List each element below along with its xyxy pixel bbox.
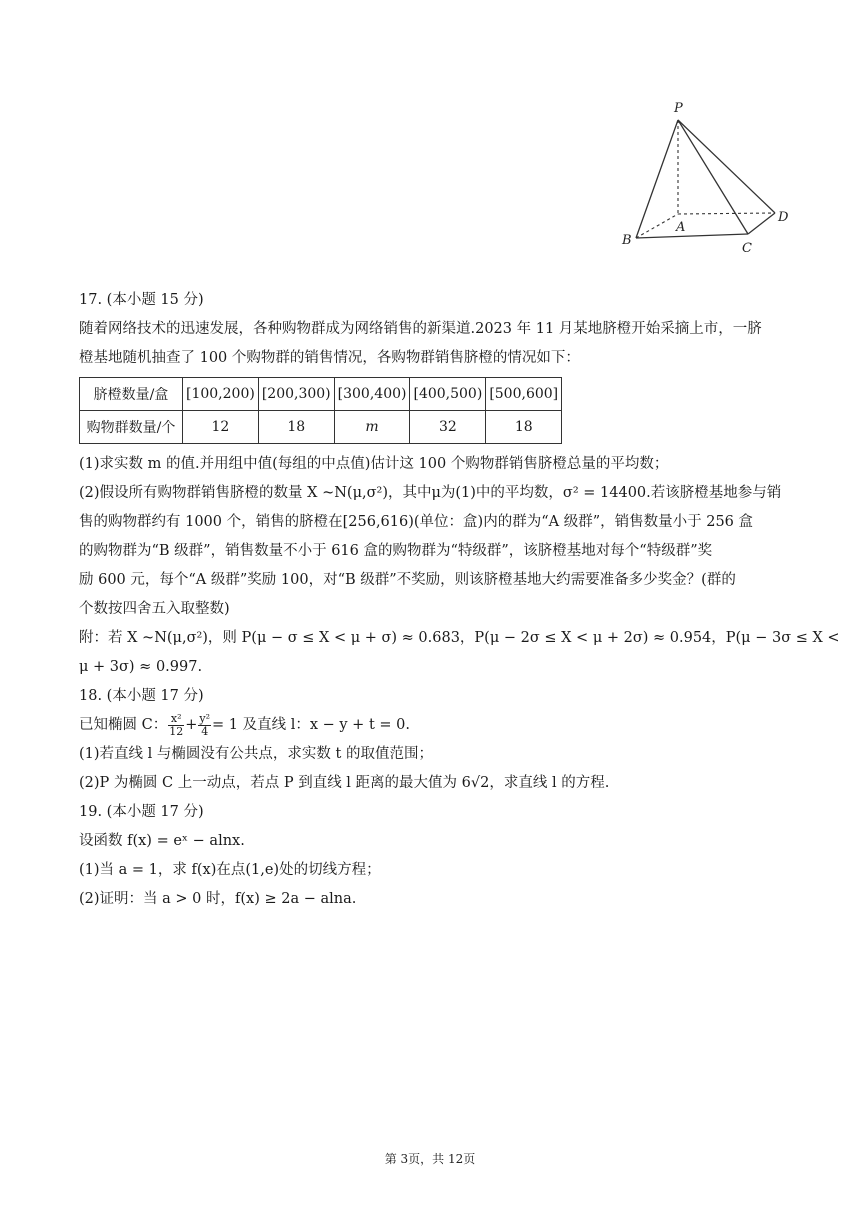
table-cell: 32 [410, 411, 486, 444]
label-d: D [778, 210, 789, 225]
fraction-numerator: y² [199, 711, 210, 725]
table-cell: [200,300) [258, 378, 334, 411]
q17-part2-line3: 的购物群为“B 级群”，销售数量不小于 616 盒的购物群为“特级群”，该脐橙基地对每个“特级群”奖 [79, 543, 713, 559]
sales-table [79, 377, 562, 444]
table-cell: m [334, 411, 410, 444]
label-a: A [676, 220, 686, 235]
table-header-cell: 脐橙数量/盒 [80, 378, 183, 411]
q17-part2-line1: (2)假设所有购物群销售脐橙的数量 X ~N(μ,σ²)，其中μ为(1)中的平均数，σ² = 14400.若该脐橙基地参与销 [79, 485, 782, 501]
label-c: C [742, 241, 752, 256]
fraction-x [168, 713, 184, 738]
page-footer: 第 3页，共 12页 [384, 1152, 476, 1166]
q18-title: 18. (本小题 17 分) [79, 688, 204, 704]
table-header-cell: 购物群数量/个 [80, 411, 183, 444]
q17-part1: (1)求实数 m 的值.并用组中值(每组的中点值)估计这 100 个购物群销售脐橙总量的平均数； [79, 456, 669, 472]
fraction-denominator: 12 [169, 724, 184, 738]
q18-part2: (2)P 为椭圆 C 上一动点，若点 P 到直线 l 距离的最大值为 6√2，求直线 l 的方程. [79, 775, 610, 791]
q17-part2-line4: 励 600 元，每个“A 级群”奖励 100，对“B 级群”不奖励，则该脐橙基地大约需要准备多少奖金？(群的 [79, 572, 736, 588]
q17-part2-line2: 售的购物群约有 1000 个，销售的脐橙在[256,616)(单位：盒)内的群为“A 级群”，销售数量小于 256 盒 [79, 514, 754, 530]
label-b: B [622, 233, 632, 248]
table-row [80, 378, 562, 411]
q18-stem-post: = 1 及直线 l：x − y + t = 0. [212, 717, 410, 733]
pyramid-figure [612, 96, 802, 266]
table-cell: 12 [183, 411, 259, 444]
table-cell: 18 [486, 411, 562, 444]
q17-title: 17. (本小题 15 分) [79, 292, 204, 308]
q19-part2: (2)证明：当 a > 0 时，f(x) ≥ 2a − alna. [79, 891, 357, 907]
fraction-denominator: 4 [201, 724, 209, 738]
q18-part1: (1)若直线 l 与椭圆没有公共点，求实数 t 的取值范围； [79, 746, 433, 762]
fraction-y [198, 713, 211, 738]
q19-title: 19. (本小题 17 分) [79, 804, 204, 820]
table-cell: 18 [258, 411, 334, 444]
q17-stem-line1: 随着网络技术的迅速发展，各种购物群成为网络销售的新渠道.2023 年 11 月某地脐橙开始采摘上市，一脐 [79, 321, 762, 337]
q17-stem-line2: 橙基地随机抽查了 100 个购物群的销售情况，各购物群销售脐橙的情况如下： [79, 350, 580, 366]
table-cell: [500,600] [486, 378, 562, 411]
q18-stem [79, 711, 789, 740]
q17-note-line2: μ + 3σ) ≈ 0.997. [79, 659, 203, 675]
q18-stem-pre: 已知椭圆 C： [79, 717, 168, 733]
plus-sign: + [185, 717, 198, 733]
q17-part2-line5: 个数按四舍五入取整数) [79, 601, 230, 617]
q19-part1: (1)当 a = 1，求 f(x)在点(1,e)处的切线方程； [79, 862, 381, 878]
table-cell: [100,200) [183, 378, 259, 411]
table-cell: [400,500) [410, 378, 486, 411]
label-p: P [674, 101, 683, 116]
q19-stem: 设函数 f(x) = eˣ − alnx. [79, 833, 245, 849]
table-cell: [300,400) [334, 378, 410, 411]
q17-note-line1: 附：若 X ~N(μ,σ²)，则 P(μ − σ ≤ X < μ + σ) ≈ 0.683，P(μ − 2σ ≤ X < μ + 2σ) ≈ 0.954，P(μ − 3σ ≤ X < [79, 630, 840, 646]
table-row [80, 411, 562, 444]
questions [79, 286, 840, 914]
fraction-numerator: x² [168, 713, 184, 726]
